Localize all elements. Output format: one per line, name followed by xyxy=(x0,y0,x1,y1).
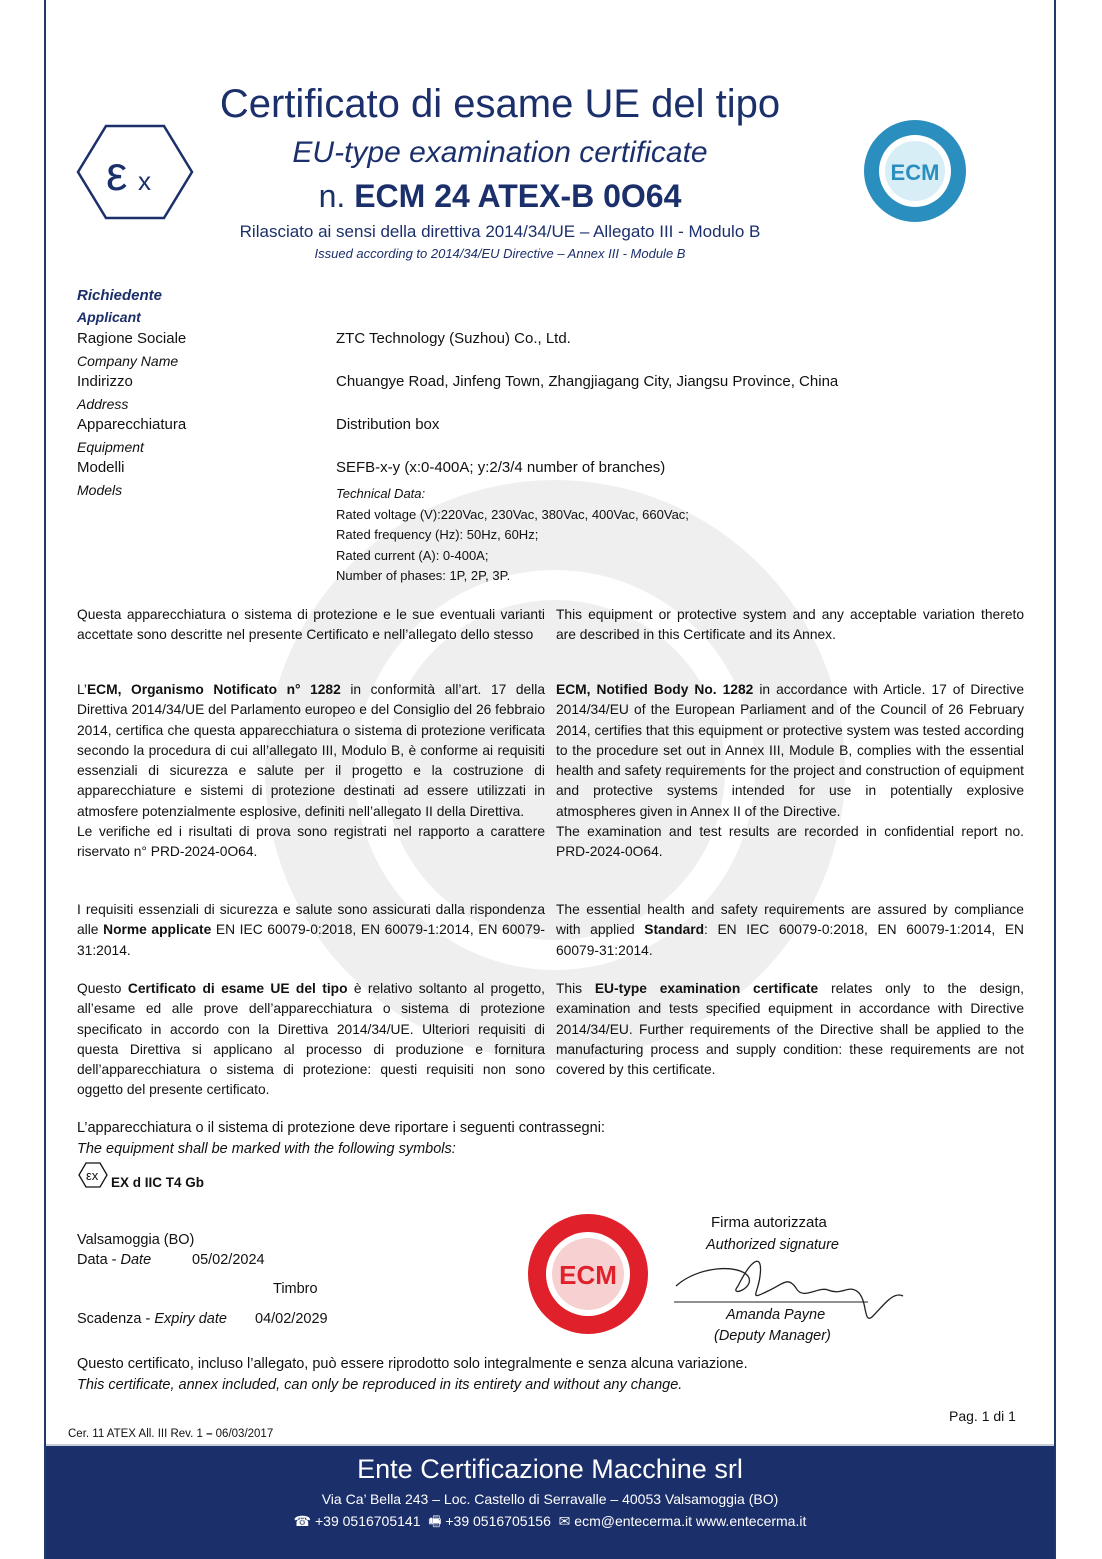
footer-phone: +39 0516705141 xyxy=(314,1513,421,1529)
date-label-en: Date xyxy=(120,1252,152,1268)
footer-fax: +39 0516705156 xyxy=(445,1513,551,1529)
standards-label-en: Standard xyxy=(644,922,705,938)
fax-icon: 🖷 xyxy=(424,1513,442,1529)
text-run: è relativo soltanto al progetto, all’esame ed alle prove dell’apparecchiatura o sistema di protezione specificato in accordo con la Direttiva 2014/34/UE. Ulteriori requisiti di questa Direttiva si applicano al processo di produzione e fornitura dell’apparecchiatura o sistema di protezione: questi requisiti non sono oggetto del presente certificato. xyxy=(77,981,545,1098)
reproduction-note-it: Questo certificato, incluso l’allegato, può essere riprodotto solo integralmente e senza alcuna variazione. xyxy=(77,1356,748,1372)
paragraph-notified-body-en xyxy=(556,680,1024,863)
text-run: This xyxy=(556,981,595,996)
svg-text:x: x xyxy=(138,166,151,196)
company-label-en: Company Name xyxy=(77,353,179,369)
certificate-title-en: EU-type examination certificate xyxy=(292,136,708,169)
issued-under-it: Rilasciato ai sensi della direttiva 2014/34/UE – Allegato III - Modulo B xyxy=(239,222,761,241)
technical-data-line: Rated current (A): 0-400A; xyxy=(336,547,489,563)
phone-icon: ☎ xyxy=(293,1513,312,1529)
technical-data-line: Number of phases: 1P, 2P, 3P. xyxy=(336,568,511,583)
text-run: Questo xyxy=(77,981,128,996)
applicant-heading: Richiedente xyxy=(77,287,163,304)
models-value: SEFB-x-y (x:0-400A; y:2/3/4 number of branches) xyxy=(336,459,666,476)
mail-icon: ✉ xyxy=(554,1513,571,1529)
technical-data-line: Rated frequency (Hz): 50Hz, 60Hz; xyxy=(336,527,539,542)
certificate-number xyxy=(0,178,1000,215)
signer-role: (Deputy Manager) xyxy=(714,1328,831,1344)
expiry-label-it: Scadenza - xyxy=(77,1311,155,1327)
company-value: ZTC Technology (Suzhou) Co., Ltd. xyxy=(336,330,571,347)
standards-list-it: EN IEC 60079-0:2018, EN 60079-1:2014, EN 60079-31:2014. xyxy=(77,922,546,958)
footer-contacts xyxy=(46,1511,1054,1535)
marking-intro-it: L’apparecchiatura o il sistema di protezione deve riportare i seguenti contrassegni: xyxy=(77,1120,605,1136)
authorized-signature-label: Firma autorizzata xyxy=(711,1214,827,1231)
certificate-title: Certificato di esame UE del tipo xyxy=(219,82,781,126)
certificate-name-it: Certificato di esame UE del tipo xyxy=(127,981,348,996)
text-run: I requisiti essenziali di sicurezza e salute sono assicurati dalla rispondenza alle xyxy=(77,902,545,938)
report-reference-it: Le verifiche ed i risultati di prova sono registrati nel rapporto a carattere riservato n° PRD-2024-0O64. xyxy=(77,824,545,860)
text-run: relates only to the design, examination and tests specified equipment in accordance with Directive 2014/34/EU. Further requirements of the Directive shall be applied to the manufacturing process and supply condition: these requirements are not covered by this certificate. xyxy=(556,981,1024,1078)
models-label-en: Models xyxy=(77,482,123,498)
paragraph-limitation-it xyxy=(77,979,545,1101)
marking-intro-en: The equipment shall be marked with the following symbols: xyxy=(77,1141,456,1157)
paragraph-scope-en: This equipment or protective system and any acceptable variation thereto are described in this Certificate and its Annex. xyxy=(556,607,1024,643)
text-run: The essential health and safety requirements are assured by compliance with applied xyxy=(556,902,1024,938)
expiry-date-label xyxy=(77,1311,227,1327)
technical-data xyxy=(336,484,689,587)
issue-date-label xyxy=(77,1252,151,1268)
right-border xyxy=(1054,0,1056,1559)
technical-data-heading: Technical Data: xyxy=(336,486,426,501)
address-label-en: Address xyxy=(77,396,129,412)
paragraph-scope-it: Questa apparecchiatura o sistema di protezione e le sue eventuali varianti accettate sono descritte nel presente Certificato e nell’allegato dello stesso xyxy=(77,607,545,643)
footer-address: Via Ca’ Bella 243 – Loc. Castello di Serravalle – 40053 Valsamoggia (BO) xyxy=(321,1491,779,1507)
svg-text:ε: ε xyxy=(106,148,128,201)
applicant-heading-en: Applicant xyxy=(77,309,141,325)
issued-under-en: Issued according to 2014/34/EU Directive – Annex III - Module B xyxy=(314,246,686,261)
paragraph-standards-en xyxy=(556,900,1024,961)
equipment-label-en: Equipment xyxy=(77,439,144,455)
text-run: in conformità all’art. 17 della Direttiva 2014/34/UE del Parlamento europeo e del Consiglio del 26 febbraio 2014, certifica che questa apparecchiatura o sistema di protezione verificata secondo la procedura di cui all’allegato III, Modulo B, è conforme ai requisiti essenziali di sicurezza e salute per il progetto e la costruzione di apparecchiature e sistemi di protezione destinati ad essere utilizzati in atmosfere potenzialmente esplosive, definiti nell’allegato II della Direttiva. xyxy=(77,682,545,819)
company-label: Ragione Sociale xyxy=(77,330,187,347)
date-label-it: Data - xyxy=(77,1252,121,1268)
report-reference-en: The examination and test results are recorded in confidential report no. PRD-2024-0O64. xyxy=(556,824,1024,860)
footer-website[interactable]: www.entecerma.it xyxy=(695,1513,807,1529)
footer-company-name: Ente Certificazione Macchine srl xyxy=(357,1454,743,1484)
page-number: Pag. 1 di 1 xyxy=(949,1408,1016,1424)
form-ref-text: Cer. 11 ATEX All. III Rev. 1 xyxy=(68,1428,207,1440)
technical-data-line: Rated voltage (V):220Vac, 230Vac, 380Vac, 400Vac, 660Vac; xyxy=(336,506,689,522)
paragraph-standards-it xyxy=(77,900,545,961)
form-ref-date: 06/03/2017 xyxy=(212,1428,274,1440)
marking-code: EX d IIC T4 Gb xyxy=(111,1175,205,1190)
footer-bar xyxy=(46,1444,1054,1559)
address-value: Chuangye Road, Jinfeng Town, Zhangjiagang City, Jiangsu Province, China xyxy=(336,373,839,390)
ex-marking-icon xyxy=(78,1162,108,1188)
issue-date: 05/02/2024 xyxy=(192,1252,265,1268)
footer-divider xyxy=(46,1444,1054,1446)
notified-body-it: ECM, Organismo Notificato n° 1282 xyxy=(86,682,341,697)
standards-label-it: Norme applicate xyxy=(103,922,212,938)
ecm-red-stamp-icon xyxy=(526,1212,650,1336)
notified-body-en: ECM, Notified Body No. 1282 xyxy=(556,682,754,697)
form-reference xyxy=(68,1428,273,1440)
form-ref-dash: – xyxy=(206,1428,213,1440)
models-label: Modelli xyxy=(77,459,125,476)
authorized-signature-label-en: Authorized signature xyxy=(706,1237,839,1253)
reproduction-note-en: This certificate, annex included, can only be reproduced in its entirety and without any change. xyxy=(77,1377,683,1393)
svg-text:ECM: ECM xyxy=(559,1260,617,1290)
certificate-name-en: EU-type examination certificate xyxy=(594,981,819,996)
address-label: Indirizzo xyxy=(77,373,133,390)
equipment-label: Apparecchiatura xyxy=(77,416,187,433)
expiry-date: 04/02/2029 xyxy=(255,1311,328,1327)
number-value: ECM 24 ATEX-B 0O64 xyxy=(354,178,682,214)
equipment-value: Distribution box xyxy=(336,416,440,433)
signer-name: Amanda Payne xyxy=(726,1307,826,1323)
text-run: L’ xyxy=(77,682,87,697)
paragraph-limitation-en xyxy=(556,979,1024,1080)
paragraph-notified-body-it xyxy=(77,680,545,863)
expiry-label-en: Expiry date xyxy=(154,1311,227,1327)
issue-place: Valsamoggia (BO) xyxy=(77,1232,195,1248)
standards-list-en: : EN IEC 60079-0:2018, EN 60079-1:2014, EN 60079-31:2014. xyxy=(556,922,1024,958)
footer-email[interactable]: ecm@entecerma.it xyxy=(574,1513,692,1529)
stamp-label: Timbro xyxy=(273,1281,318,1297)
svg-text:εx: εx xyxy=(86,1168,99,1183)
number-prefix: n. xyxy=(318,178,346,214)
svg-text:ECM: ECM xyxy=(890,160,940,185)
text-run: in accordance with Article. 17 of Directive 2014/34/EU of the European Parliament and of the Council of 26 February 2014, certifies that this equipment or protective system was tested according to the procedure set out in Annex III, Module B, complies with the essential health and safety requirements for the project and construction of equipment and protective systems intended for use in potentially explosive atmospheres given in Annex II of the Directive. xyxy=(556,682,1024,819)
